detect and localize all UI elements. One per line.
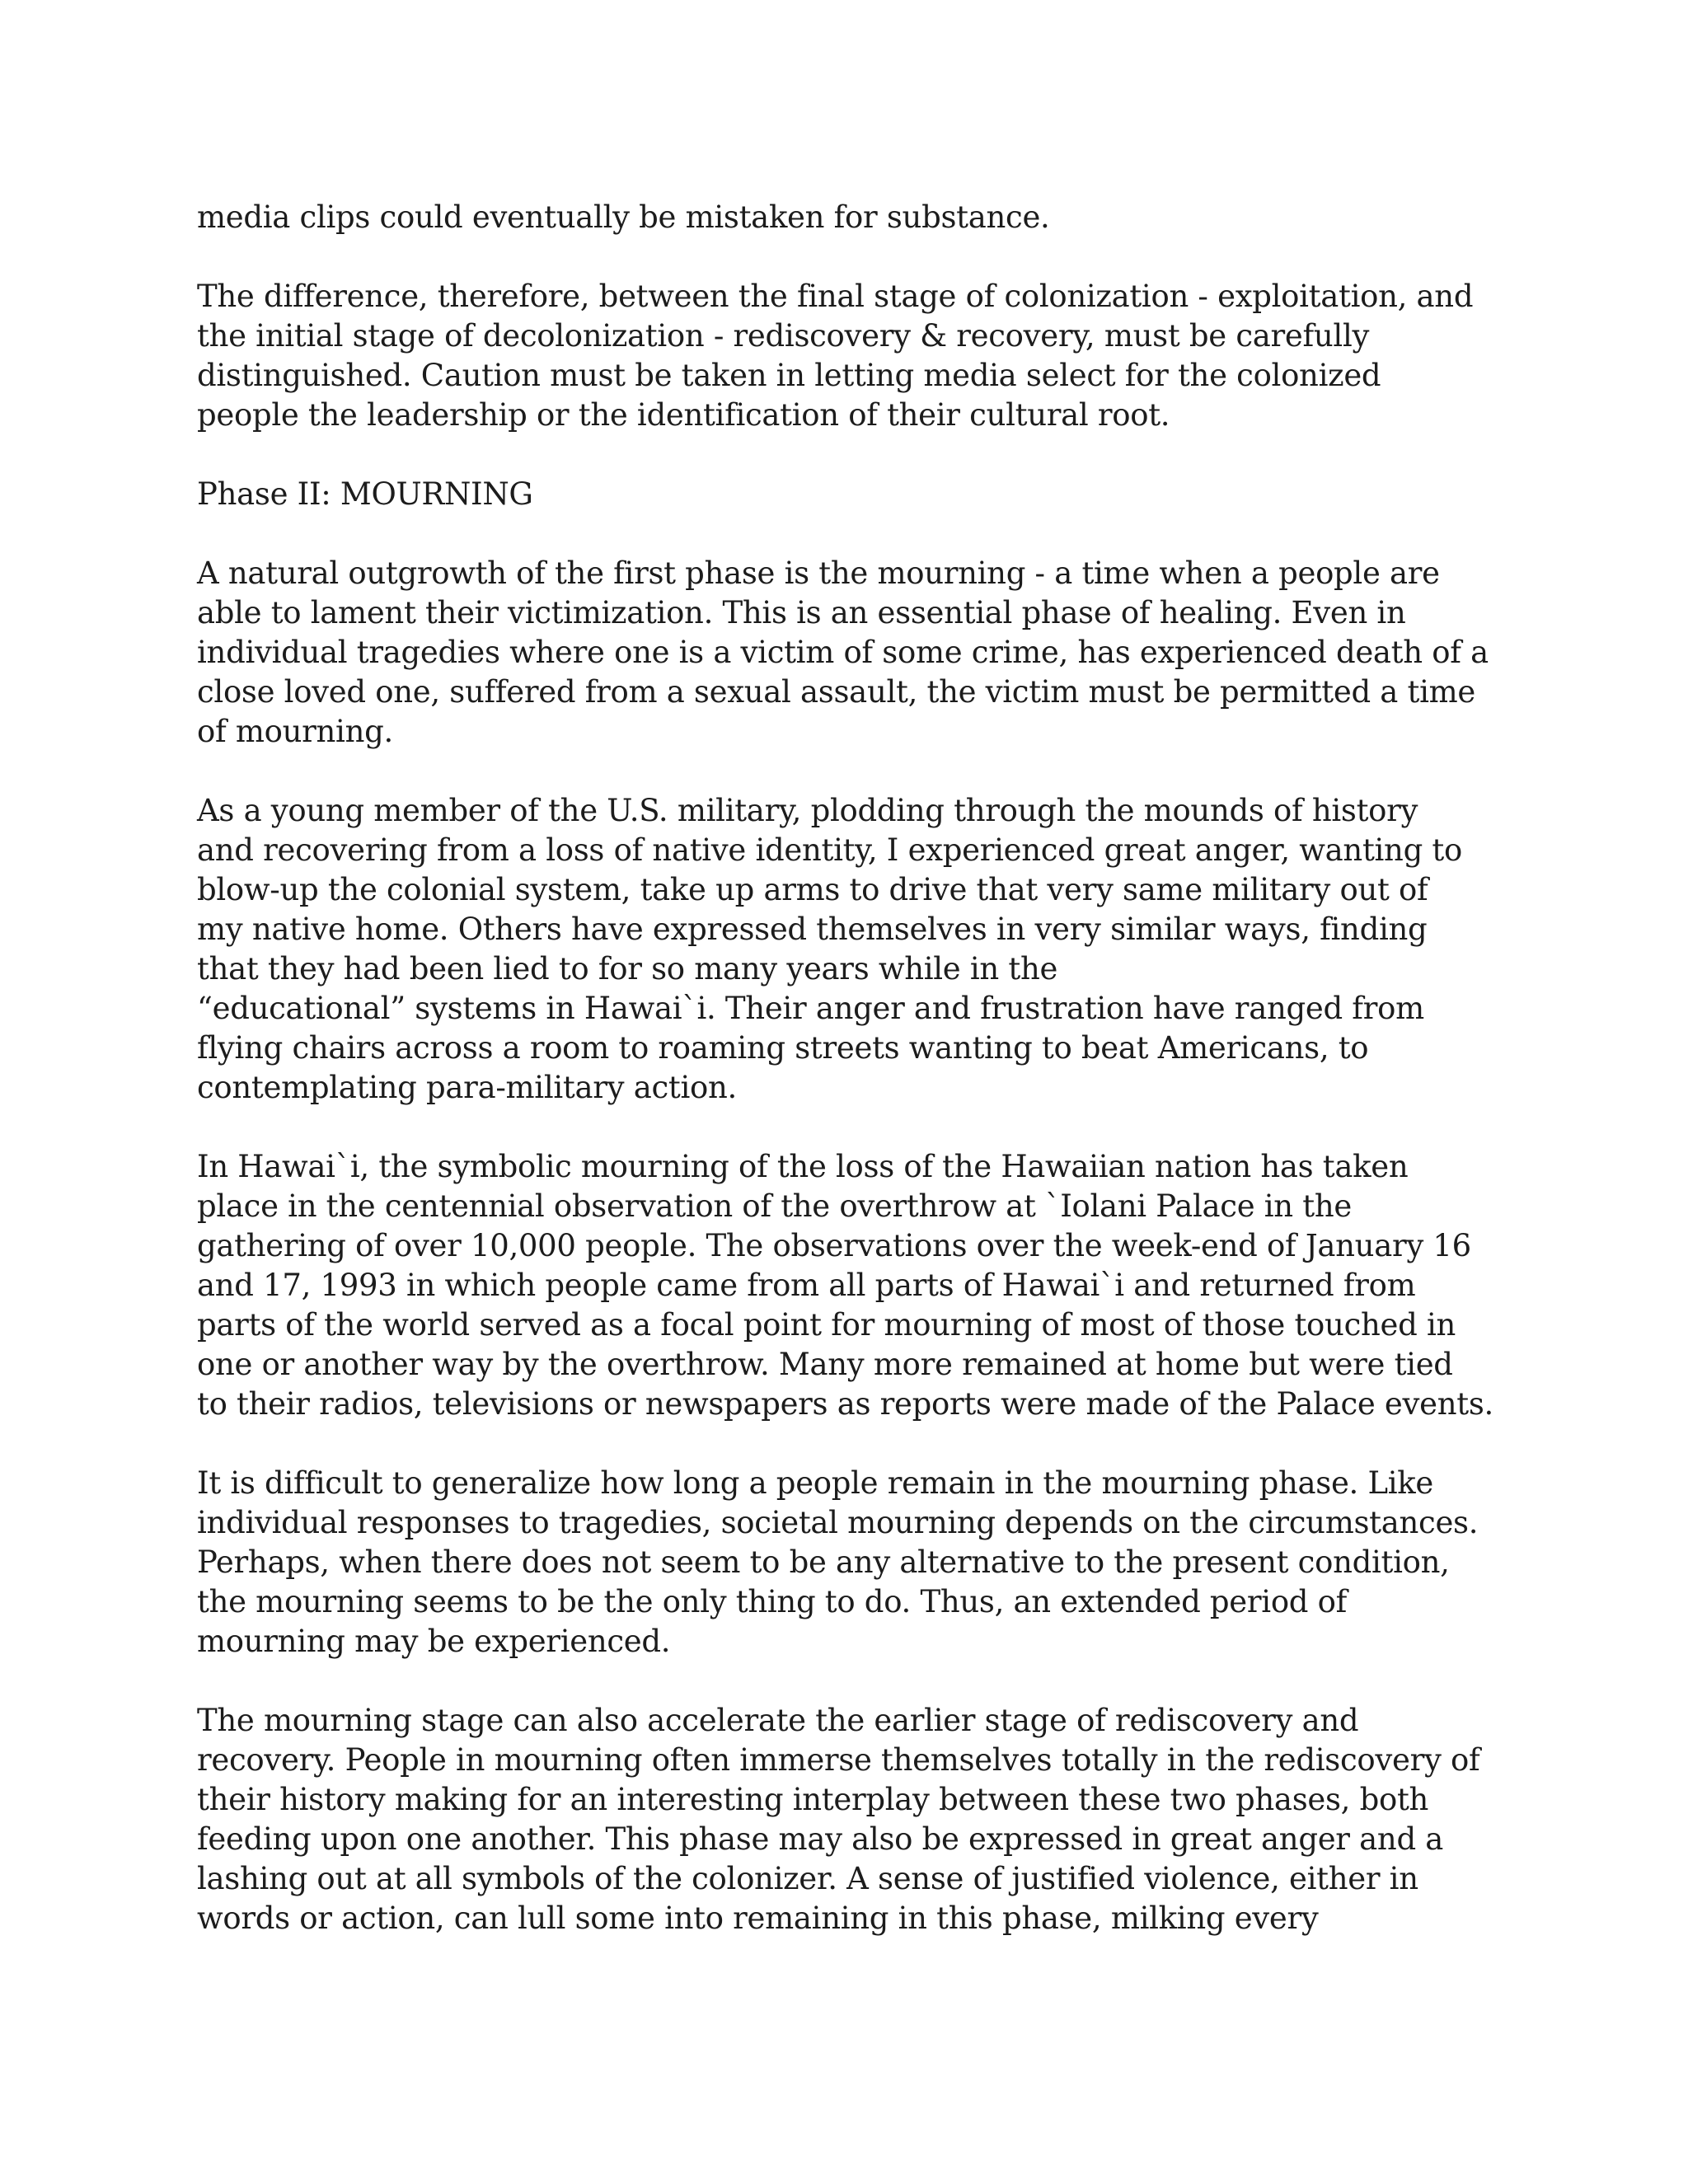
text-line: Perhaps, when there does not seem to be any alternative to the present condition, <box>197 1544 1450 1580</box>
text-line: able to lament their victimization. This is an essential phase of healing. Even in <box>197 595 1406 630</box>
text-line: The difference, therefore, between the final stage of colonization - exploitation, and <box>197 279 1474 314</box>
text-line: flying chairs across a room to roaming streets wanting to beat Americans, to <box>197 1030 1369 1066</box>
text-line: of mourning. <box>197 714 393 749</box>
text-line: lashing out at all symbols of the colonizer. A sense of justified violence, either in <box>197 1861 1418 1896</box>
text-line: The mourning stage can also accelerate the earlier stage of rediscovery and <box>197 1703 1359 1738</box>
text-line: their history making for an interesting interplay between these two phases, both <box>197 1782 1429 1817</box>
text-line: “educational” systems in Hawai`i. Their anger and frustration have ranged from <box>197 991 1424 1026</box>
text-line: the mourning seems to be the only thing to do. Thus, an extended period of <box>197 1584 1348 1619</box>
text-line: As a young member of the U.S. military, plodding through the mounds of history <box>197 793 1418 828</box>
paragraph-8 <box>197 1701 1549 1938</box>
section-heading-phase-ii <box>197 475 1549 514</box>
text-line: individual tragedies where one is a victim of some crime, has experienced death of a <box>197 635 1489 670</box>
text-line: It is difficult to generalize how long a people remain in the mourning phase. Like <box>197 1465 1433 1501</box>
text-line: one or another way by the overthrow. Many more remained at home but were tied <box>197 1347 1453 1382</box>
text-line: and 17, 1993 in which people came from all parts of Hawai`i and returned from <box>197 1268 1416 1303</box>
paragraph-4 <box>197 554 1549 752</box>
text-line: that they had been lied to for so many years while in the <box>197 951 1058 987</box>
text-line: gathering of over 10,000 people. The observations over the week-end of January 16 <box>197 1228 1471 1263</box>
text-line: close loved one, suffered from a sexual assault, the victim must be permitted a time <box>197 674 1476 710</box>
text-line: A natural outgrowth of the first phase is the mourning - a time when a people are <box>197 555 1440 591</box>
text-line: people the leadership or the identification of their cultural root. <box>197 397 1170 433</box>
text-line: to their radios, televisions or newspapers as reports were made of the Palace events. <box>197 1386 1493 1422</box>
text-line: distinguished. Caution must be taken in letting media select for the colonized <box>197 358 1381 393</box>
paragraph-5 <box>197 791 1549 1108</box>
text-line: mourning may be experienced. <box>197 1624 671 1659</box>
document-body <box>197 198 1549 1978</box>
paragraph-7 <box>197 1464 1549 1661</box>
text-line: feeding upon one another. This phase may also be expressed in great anger and a <box>197 1821 1444 1857</box>
text-line: my native home. Others have expressed themselves in very similar ways, finding <box>197 912 1428 947</box>
text-line: the initial stage of decolonization - rediscovery & recovery, must be carefully <box>197 318 1370 354</box>
paragraph-2 <box>197 277 1549 435</box>
heading-line: Phase II: MOURNING <box>197 476 533 512</box>
text-line: recovery. People in mourning often immerse themselves totally in the rediscovery of <box>197 1742 1480 1778</box>
text-line: parts of the world served as a focal point for mourning of most of those touched in <box>197 1307 1456 1343</box>
text-line: contemplating para-military action. <box>197 1070 737 1105</box>
text-line: individual responses to tragedies, societal mourning depends on the circumstances. <box>197 1505 1479 1540</box>
text-line: and recovering from a loss of native identity, I experienced great anger, wanting to <box>197 832 1462 868</box>
text-line: blow-up the colonial system, take up arms to drive that very same military out of <box>197 872 1428 907</box>
text-line: place in the centennial observation of the overthrow at `Iolani Palace in the <box>197 1188 1352 1224</box>
paragraph-6 <box>197 1147 1549 1424</box>
text-line: words or action, can lull some into remaining in this phase, milking every <box>197 1900 1319 1936</box>
paragraph-1 <box>197 198 1549 237</box>
text-line: media clips could eventually be mistaken for substance. <box>197 199 1050 235</box>
text-line: In Hawai`i, the symbolic mourning of the loss of the Hawaiian nation has taken <box>197 1149 1409 1184</box>
